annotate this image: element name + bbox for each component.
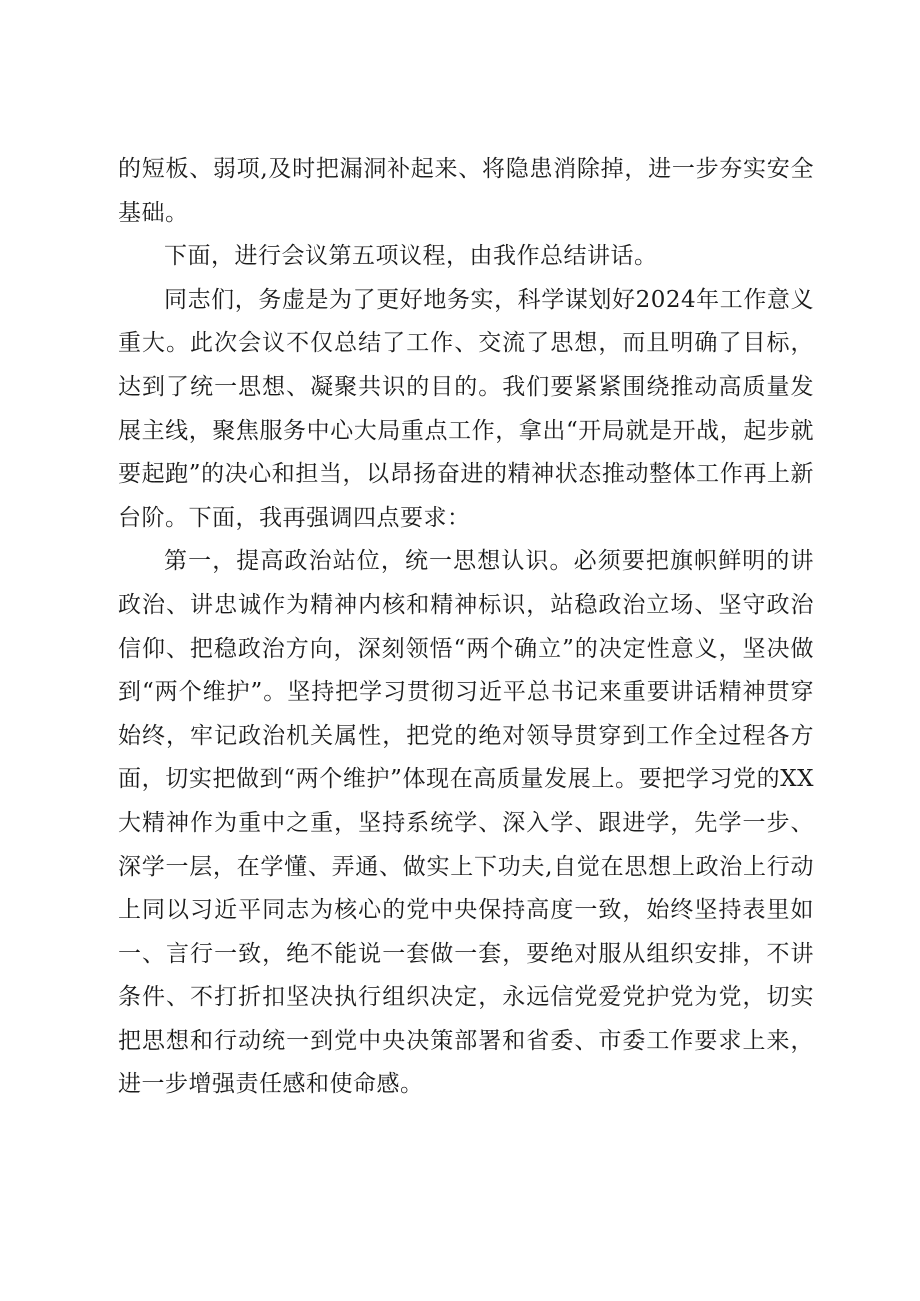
paragraph-summary-opening: 同志们，务虚是为了更好地务实，科学谋划好2024年工作意义重大。此次会议不仅总结了工作、交流了思想，而且明确了目标，达到了统一思想、凝聚共识的目的。我们要紧紧围绕推动高质量发展主线，聚焦服务中心大局重点工作，拿出“开局就是开战，起步就要起跑”的决心和担当，以昂扬奋进的精神状态推动整体工作再上新台阶。下面，我再强调四点要求：: [118, 286, 814, 531]
paragraph-agenda-item-five: 下面，进行会议第五项议程，由我作总结讲话。: [164, 243, 658, 270]
document-body: [118, 148, 814, 1107]
paragraph-requirement-one: 第一，提高政治站位，统一思想认识。必须要把旗帜鲜明的讲政治、讲忠诚作为精神内核和精神标识，站稳政治立场、坚守政治信仰、把稳政治方向，深刻领悟“两个确立”的决定性意义，坚决做到“两个维护”。坚持把学习贯彻习近平总书记来重要讲话精神贯穿始终，牢记政治机关属性，把党的绝对领导贯穿到工作全过程各方面，切实把做到“两个维护”体现在高质量发展上。要把学习党的XX大精神作为重中之重，坚持系统学、深入学、跟进学，先学一步、深学一层，在学懂、弄通、做实上下功夫,自觉在思想上政治上行动上同以习近平同志为核心的党中央保持高度一致，始终坚持表里如一、言行一致，绝不能说一套做一套，要绝对服从组织安排，不讲条件、不打折扣坚决执行组织决定，永远信党爱党护党为党，切实把思想和行动统一到党中央决策部署和省委、市委工作要求上来，进一步增强责任感和使命感。: [118, 548, 814, 1098]
paragraph-continuation: 的短板、弱项,及时把漏洞补起来、将隐患消除掉，进一步夯实安全基础。: [118, 156, 814, 226]
